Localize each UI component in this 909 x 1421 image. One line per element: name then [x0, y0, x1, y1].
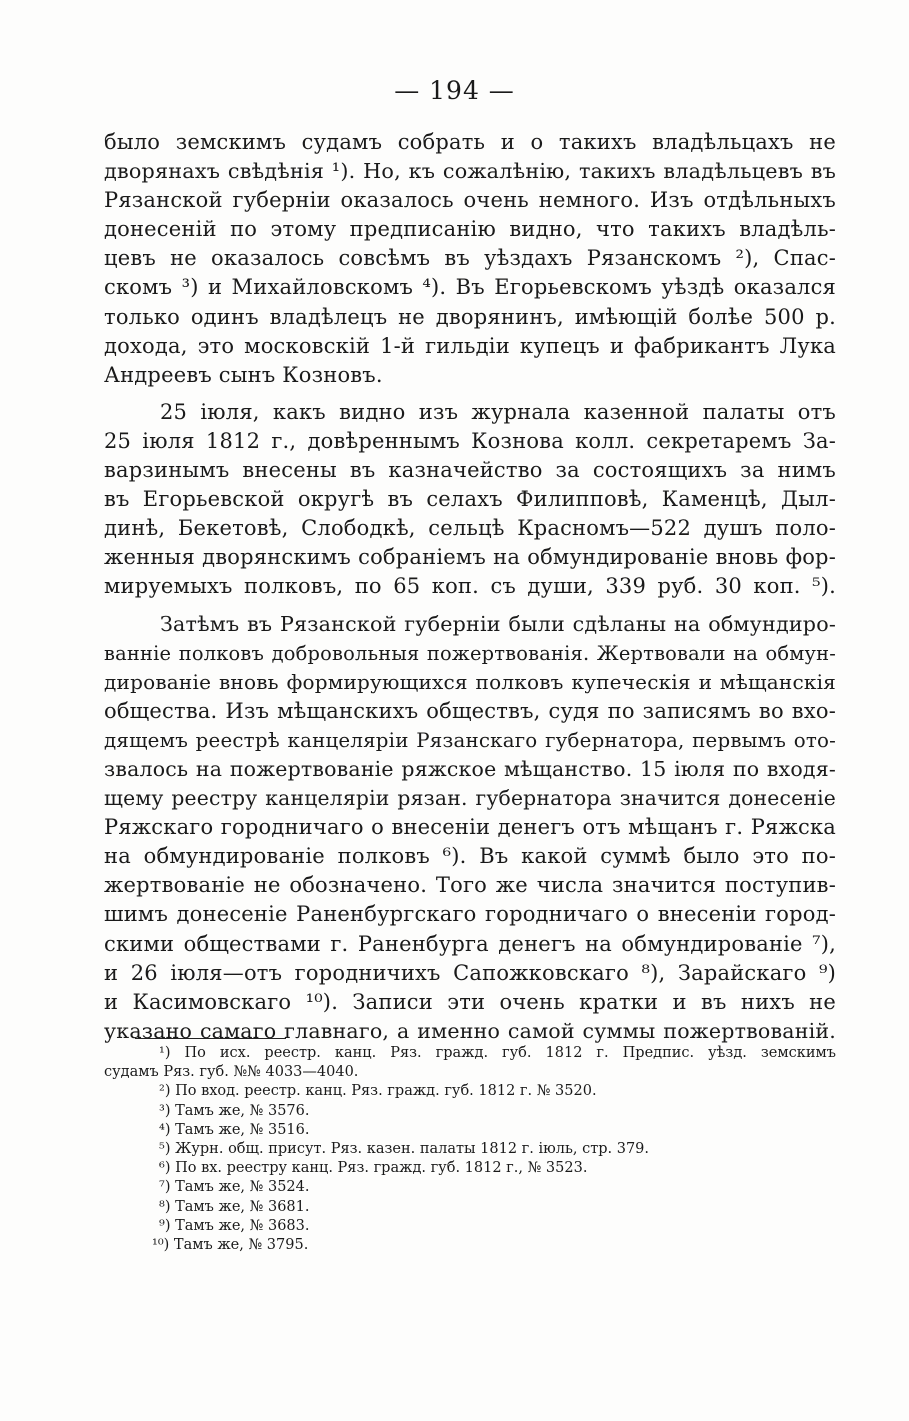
footnote-7: ⁷) Тамъ же, № 3524. [159, 1179, 310, 1196]
text-line: ванніе полковъ добровольныя пожертвованія. Жертвовали на обмун- [104, 641, 836, 665]
footnote-8: ⁸) Тамъ же, № 3681. [159, 1198, 310, 1215]
footnote-10: ¹⁰) Тамъ же, № 3795. [152, 1236, 309, 1253]
text-line: звалось на пожертвованіе ряжское мѣщанство. 15 іюля по входя- [104, 756, 836, 781]
footnote-9: ⁹) Тамъ же, № 3683. [159, 1217, 310, 1234]
paragraph-3 [104, 610, 836, 1046]
text-line: только одинъ владѣлецъ не дворянинъ, имѣющій болѣе 500 р. [104, 304, 836, 329]
paragraph-1 [104, 128, 836, 390]
text-line: шимъ донесеніе Раненбургскаго городничаго о внесеніи город- [104, 902, 836, 927]
text-line: дящемъ реестрѣ канцеляріи Рязанскаго губернатора, первымъ ото- [104, 728, 836, 752]
text-line: щему реестру канцеляріи рязан. губернатора значится донесеніе [104, 786, 836, 811]
text-line: и 26 іюля—отъ городничихъ Сапожковскаго ⁸), Зарайскаго ⁹) [104, 960, 836, 985]
text-line: и Касимовскаго ¹⁰). Записи эти очень кратки и въ нихъ не [104, 989, 836, 1014]
text-line: общества. Изъ мѣщанскихъ обществъ, судя по записямъ во вхо- [104, 698, 836, 723]
footnote-5: ⁵) Журн. общ. присут. Ряз. казен. палаты 1812 г. іюль, стр. 379. [159, 1140, 650, 1157]
footnote-2: ²) По вход. реестр. канц. Ряз. гражд. губ. 1812 г. № 3520. [159, 1083, 597, 1100]
text-line: Андреевъ сынъ Козновъ. [104, 362, 383, 387]
footnote-4: ⁴) Тамъ же, № 3516. [159, 1121, 310, 1138]
text-line: Ряжскаго городничаго о внесеніи денегъ отъ мѣщанъ г. Ряжска [104, 815, 836, 840]
text-line: варзинымъ внесены въ казначейство за состоящихъ за нимъ [104, 458, 836, 483]
text-line: на обмундированіе полковъ ⁶). Въ какой суммѣ было это по- [104, 844, 836, 869]
page-number: — 194 — [394, 76, 515, 105]
text-line: скомъ ³) и Михайловскомъ ⁴). Въ Егорьевскомъ уѣздѣ оказался [104, 275, 836, 300]
footnotes [104, 1044, 836, 1255]
text-line: жертвованіе не обозначено. Того же числа значится поступив- [104, 873, 836, 898]
text-line: дохода, это московскій 1-й гильдіи купецъ и фабрикантъ Лука [104, 333, 836, 358]
footnote-3: ³) Тамъ же, № 3576. [159, 1102, 310, 1119]
text-line: въ Егорьевской округѣ въ селахъ Филипповѣ, Каменцѣ, Дыл- [104, 487, 836, 512]
text-line: женныя дворянскимъ собраніемъ на обмундированіе вновь фор- [104, 545, 836, 570]
main-text [104, 128, 836, 1046]
paragraph-2 [104, 398, 836, 602]
text-line: дворянахъ свѣдѣнія ¹). Но, къ сожалѣнію, такихъ владѣльцевъ въ [104, 159, 836, 184]
text-line: мируемыхъ полковъ, по 65 коп. съ души, 339 руб. 30 коп. ⁵). [104, 574, 836, 599]
text-line: 25 іюля 1812 г., довѣреннымъ Кознова колл. секретаремъ За- [104, 428, 836, 453]
text-line: цевъ не оказалось совсѣмъ въ уѣздахъ Рязанскомъ ²), Спас- [104, 246, 836, 271]
footnote-6: ⁶) По вх. реестру канц. Ряз. гражд. губ. 1812 г., № 3523. [159, 1160, 588, 1177]
footnote-1: ¹) По исх. реестр. канц. Ряз. гражд. губ. 1812 г. Предпис. уѣзд. земскимъ [159, 1045, 836, 1061]
footnote-divider [135, 1038, 286, 1039]
text-line: Рязанской губерніи оказалось очень немного. Изъ отдѣльныхъ [104, 188, 836, 213]
footnote-1-continuation: судамъ Ряз. губ. №№ 4033—4040. [104, 1064, 359, 1081]
text-line: 25 іюля, какъ видно изъ журнала казенной палаты отъ [160, 399, 836, 424]
text-line: скими обществами г. Раненбурга денегъ на обмундированіе ⁷), [104, 931, 836, 956]
text-line: донесеній по этому предписанію видно, что такихъ владѣль- [104, 217, 836, 242]
text-line: было земскимъ судамъ собрать и о такихъ владѣльцахъ не [104, 130, 836, 154]
text-line: указано самаго главнаго, а именно самой суммы пожертвованій. [104, 1018, 836, 1043]
text-line: дированіе вновь формирующихся полковъ купеческія и мѣщанскія [104, 669, 836, 694]
text-line: Затѣмъ въ Рязанской губерніи были сдѣланы на обмундиро- [160, 611, 836, 636]
text-line: динѣ, Бекетовѣ, Слободкѣ, сельцѣ Красномъ—522 душъ поло- [104, 516, 836, 541]
